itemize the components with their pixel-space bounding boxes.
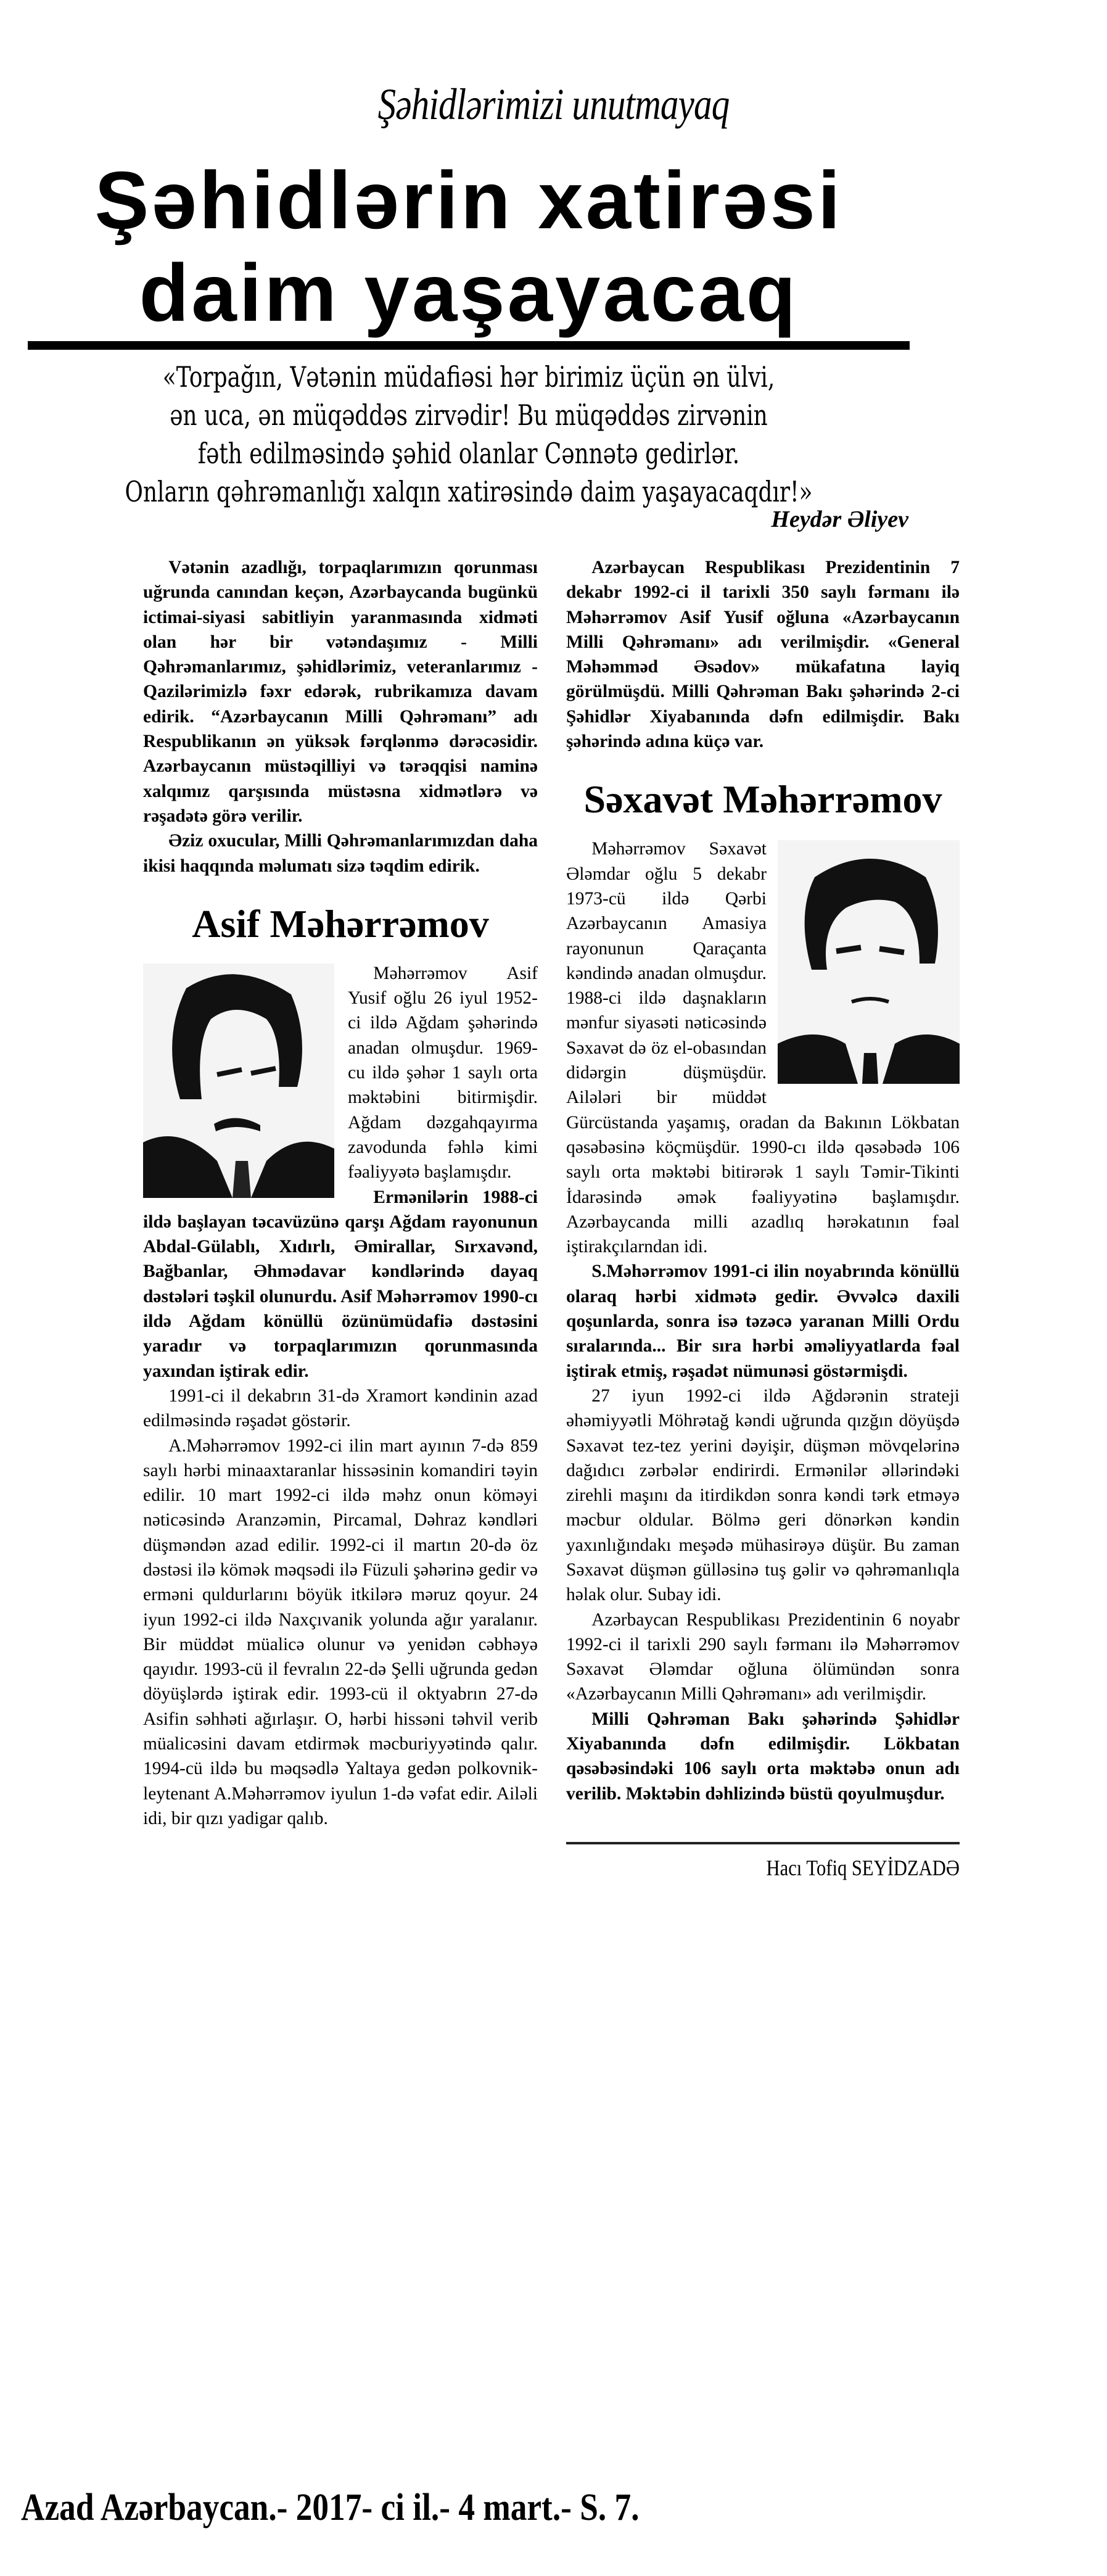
left-column	[143, 555, 538, 1831]
hero2-paragraph: Milli Qəhrəman Bakı şəhərində Şəhidlər Xiyabanında dəfn edilmişdir. Lökbatan qəsəbəsindəki 106 saylı orta məktəbə onun adı verilib. Məktəbin dəhlizində büstü qoyulmuşdur.	[566, 1709, 960, 1804]
epigraph-quote	[125, 358, 812, 511]
right-column	[566, 555, 960, 1880]
hero2-paragraph: Azərbaycan Respublikası Prezidentinin 6 noyabr 1992-ci il tarixli 290 saylı fərmanı ilə Məhərrəmov Səxavət Ələmdar oğluna ölümündən sonra «Azərbaycanın Milli Qəhrəmanı» adı verilmişdir.	[566, 1609, 960, 1704]
signature-rule	[566, 1842, 960, 1844]
epigraph-author: Heydər Əliyev	[771, 506, 908, 532]
hero1-paragraph: Ermənilərin 1988-ci ildə başlayan təcavüzünə qarşı Ağdam rayonunun Abdal-Gülablı, Xıdırlı, Əmirallar, Sırxavənd, Bağbanlar, Əhmədavar kəndlərində dayaq dəstələri təşkil olunurdu. Asif Məhərrəmov 1990-cı ildə Ağdam könüllü özünümüdafiə dəstəsini yaradır və torpaqlarımızın qorunmasında yaxından iştirak edir.	[143, 1187, 538, 1381]
epigraph-line: ən uca, ən müqəddəs zirvədir! Bu müqəddəs zirvənin	[170, 398, 768, 432]
hero1-award-paragraph: Azərbaycan Respublikası Prezidentinin 7 dekabr 1992-ci il tarixli 350 saylı fərmanı ilə Məhərrəmov Asif Yusif oğluna «Azərbaycanın Milli Qəhrəmanı» adı verilmişdir. «General Məhəmməd Əsədov» mükafatına layiq görülmüşdü. Milli Qəhrəman Bakı şəhərində 2-ci Şəhidlər Xiyabanında dəfn edilmişdir. Bakı şəhərində adına küçə var.	[566, 558, 960, 752]
epigraph-line: Onların qəhrəmanlığı xalqın xatirəsində daim yaşayacaqdır!»	[125, 475, 813, 508]
portrait-image	[778, 840, 960, 1084]
headline-line-2: daim yaşayacaq	[139, 247, 799, 338]
portrait-photo	[143, 964, 334, 1198]
hero1-paragraph: A.Məhərrəmov 1992-ci ilin mart ayının 7-də 859 saylı hərbi minaaxtaranlar hissəsinin komandiri təyin edilir. 10 mart 1992-ci ildə məhz onun köməyi nəticəsində Aranzəmin, Pircamal, Dəhraz kəndləri düşməndən azad edilir. 1992-ci il martın 20-də öz dəstəsi ilə kömək məqsədi ilə Füzuli şəhərinə gedir və erməni quldurlarını böyük itkilərə məruz qoyur. 24 iyun 1992-ci ildə Naxçıvanik yolunda ağır yaralanır. Bir müddət müalicə olunur və yenidən cəbhəyə qayıdır. 1993-cü il fevralın 22-də Şelli uğrunda gedən döyüşlərdə iştirak edir. 1993-cü il oktyabrın 27-də Asifin səhhəti ağırlaşır. O, hərbi hissəni təhvil verib müalicəsini davam etdirmək məcburiyyətində qalır. 1994-cü ildə bu məqsədlə Yaltaya gedən polkovnik-leytenant A.Məhərrəmov iyulun 1-də vəfat edir. Ailəli idi, bir qızı yadigar qalıb.	[143, 1435, 538, 1828]
headline	[28, 154, 910, 339]
hero2-paragraph: S.Məhərrəmov 1991-ci ilin noyabrında könüllü olaraq hərbi xidmətə gedir. Əvvəlcə daxili qoşunlarda, sonra isə təzəcə yaranan Milli Ordu sıralarında... Bir sıra hərbi əməliyyatlarda fəal iştirak etmiş, rəşadət nümunəsi göstərmişdi.	[566, 1261, 960, 1381]
hero-name-heading: Səxavət Məhərrəmov	[583, 777, 942, 822]
hero2-bio	[566, 836, 960, 1259]
rubric-kicker: Şəhidlərimizi unutmayaq	[377, 80, 730, 129]
intro-paragraph: Əziz oxucular, Milli Qəhrəmanlarımızdan daha ikisi haqqında məlumatı sizə təqdim edirik.	[143, 831, 538, 876]
epigraph-line: «Torpağın, Vətənin müdafiəsi hər birimiz üçün ən ülvi,	[162, 360, 775, 394]
headline-line-1: Şəhidlərin xatirəsi	[94, 155, 843, 246]
source-citation: Azad Azərbaycan.- 2017- ci il.- 4 mart.- S. 7.	[21, 2487, 640, 2529]
author-signature: Hacı Tofiq SEYİDZADƏ	[766, 1855, 960, 1880]
epigraph-line: fəth edilməsində şəhid olanlar Cənnətə gedirlər.	[197, 437, 740, 470]
intro-paragraph: Vətənin azadlığı, torpaqlarımızın qorunması uğrunda canından keçən, Azərbaycanda bugünkü ictimai-siyasi sabitliyin yaranmasında xidməti olan hər bir vətəndaşımız - Milli Qəhrəmanlarımız, şəhidlərimiz, veteranlarımız - Qazilərimizlə fəxr edərək, rubrikamıza davam edirik. “Azərbaycanın Milli Qəhrəmanı” adı Respublikanın ən yüksək fərqlənmə dərəcəsidir. Azərbaycanın müstəqilliyi və tərəqqisi naminə xalqımız qarşısında müstəsna xidmətlərə və rəşadətə görə verilir.	[143, 558, 538, 826]
header-rule	[28, 341, 910, 350]
hero1-bio: Məhərrəmov Asif Yusif oğlu 26 iyul 1952-ci ildə Ağdam şəhərində anadan olmuşdur. 1969-cu ildə şəhər 1 saylı orta məktəbini bitirmişdir. Ağdam dəzgahqayırma zavodunda fəhlə kimi fəaliyyətə başlamışdır.	[348, 963, 538, 1183]
hero2-paragraph: 27 iyun 1992-ci ildə Ağdərənin strateji əhəmiyyətli Möhrətağ kəndi uğrunda qızğın döyüşdə Səxavət tez-tez yerini dəyişir, düşmən mövqelərinə dağıdıcı zərbələr endirirdi. Ermənilər əllərindəki zirehli maşını da itirdikdən sonra kəndi tərk etməyə məcbur oldular. Bölmə geri dönərkən kəndin yaxınlığındakı meşədə mühasirəyə düşür. Bu zaman Səxavət düşmən gülləsinə tuş gəlir və qəhrəmanlıqla həlak olur. Subay idi.	[566, 1385, 960, 1605]
hero-name-heading: Asif Məhərrəmov	[192, 901, 489, 946]
hero2-bio-text: Məhərrəmov Səxavət Ələmdar oğlu 5 dekabr 1973-cü ildə Qərbi Azərbaycanın Amasiya rayonunun Qaraçanta kəndində anadan olmuşdur. 1988-ci ildə daşnakların mənfur siyasəti nəticəsində Səxavət də öz el-obasından didərgin düşmüşdür. Ailələri bir müddət Gürcüstanda yaşamış, oradan da Bakının Lökbatan qəsəbəsinə köçmüşdür. 1990-cı ildə qəsəbədə 106 saylı orta məktəbi bitirərək 1 saylı Təmir-Tikinti İdarəsində əmək fəaliyyətinə başlamışdır. Azərbaycanda milli azadlıq hərəkatının fəal iştirakçılarndan idi.	[566, 839, 960, 1257]
hero1-paragraph: 1991-ci il dekabrın 31-də Xramort kəndinin azad edilməsində rəşadət göstərir.	[143, 1385, 538, 1431]
portrait-image	[143, 964, 334, 1198]
portrait-photo	[778, 840, 960, 1084]
